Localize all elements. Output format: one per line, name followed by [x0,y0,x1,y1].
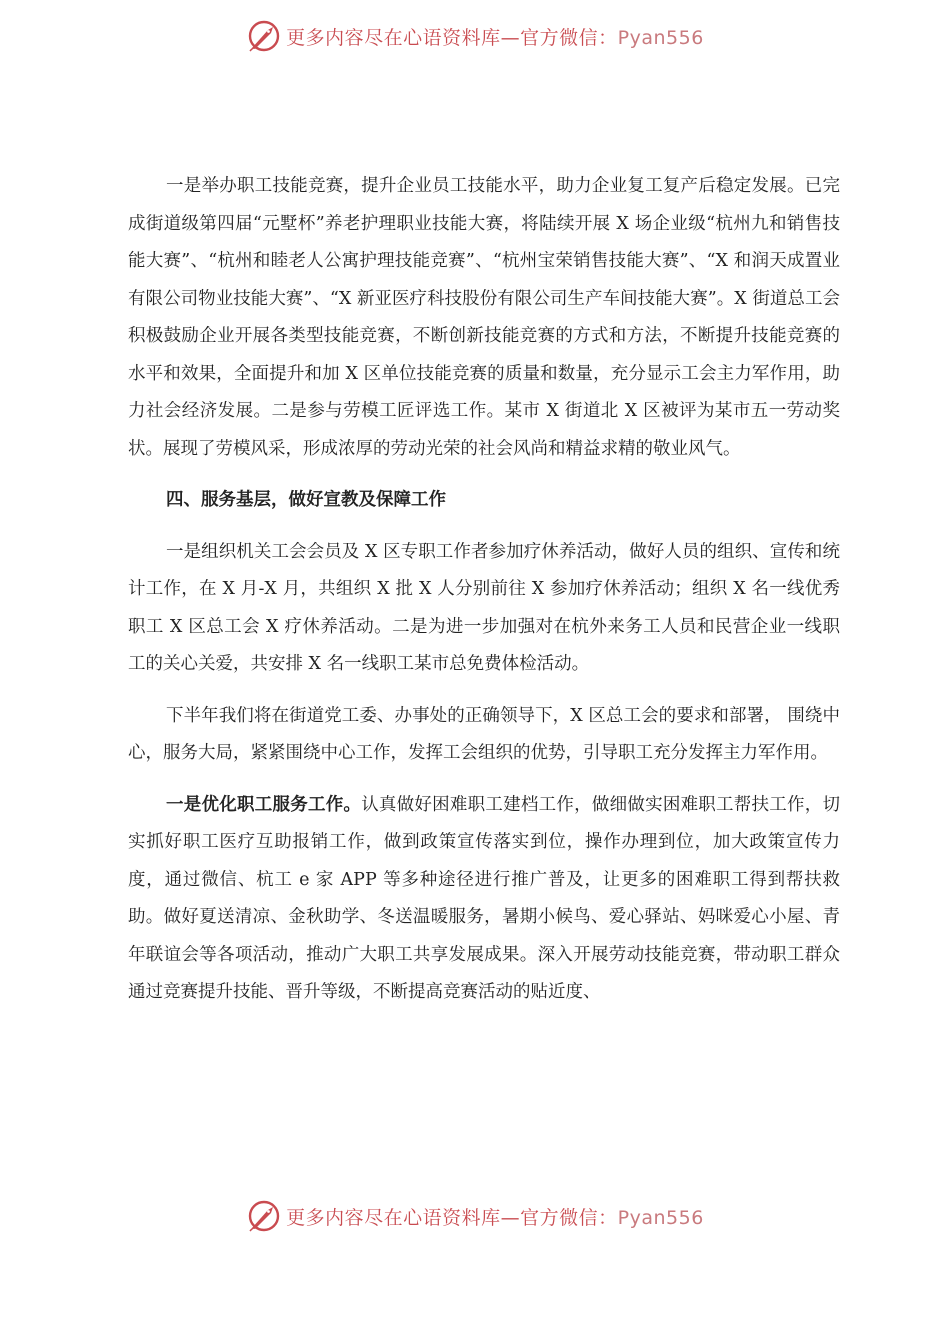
wechat-id: Pyan556 [617,26,704,49]
header-banner [0,16,950,56]
paragraph-recuperation: 一是组织机关工会会员及 X 区专职工作者参加疗休养活动，做好人员的组织、宣传和统计工作，在 X 月-X 月，共组织 X 批 X 人分别前往 X 参加疗休养活动；组织 X 名一线优秀职工 X 区总工会 X 疗休养活动。二是为进一步加强对在杭外来务工人员和民营企业一线职工的关心关爱，共安排 X 名一线职工某市总免费体检活动。 [128,541,840,674]
paragraph-skills-competition: 一是举办职工技能竞赛，提升企业员工技能水平，助力企业复工复产后稳定发展。已完成街道级第四届“元墅杯”养老护理职业技能大赛，将陆续开展 X 场企业级“杭州九和销售技能大赛”、“杭州和睦老人公寓护理技能竞赛”、“杭州宝荣销售技能大赛”、“X 和润天成置业有限公司物业技能大赛”、“X 新亚医疗科技股份有限公司生产车间技能大赛”。X 街道总工会积极鼓励企业开展各类型技能竞赛，不断创新技能竞赛的方式和方法，不断提升技能竞赛的水平和效果，全面提升和加 X 区单位技能竞赛的质量和数量，充分显示工会主力军作用，助力社会经济发展。二是参与劳模工匠评选工作。某市 X 街道北 X 区被评为某市五一劳动奖状。展现了劳模风采，形成浓厚的劳动光荣的社会风尚和精益求精的敬业风气。 [128,176,840,459]
paragraph-body-text: 认真做好困难职工建档工作，做细做实困难职工帮扶工作，切实抓好职工医疗互助报销工作，做到政策宣传落实到位，操作办理到位，加大政策宣传力度，通过微信、杭工 e 家 APP 等多种途径进行推广普及，让更多的困难职工得到帮扶救助。做好夏送清凉、金秋助学、冬送温暖服务，暑期小候鸟、爱心驿站、妈咪爱心小屋、青年联谊会等各项活动，推动广大职工共享发展成果。深入开展劳动技能竞赛，带动职工群众通过竞赛提升技能、晋升等级，不断提高竞赛活动的贴近度、 [128,794,841,1002]
paragraph-second-half-plan: 下半年我们将在街道党工委、办事处的正确领导下，X 区总工会的要求和部署， 围绕中心，服务大局，紧紧围绕中心工作，发挥工会组织的优势，引导职工充分发挥主力军作用。 [128,705,840,763]
document-body [128,168,840,1012]
banner-text: 更多内容尽在心语资料库—官方微信：Pyan556 [286,1206,704,1229]
banner-text: 更多内容尽在心语资料库—官方微信：Pyan556 [286,26,704,49]
wechat-id: Pyan556 [617,1206,704,1229]
paragraph-worker-services [128,787,840,1012]
pen-nib-logo-icon [246,1198,282,1234]
pen-nib-logo-icon [246,18,282,54]
footer-banner [0,1196,950,1236]
section-heading-4: 四、服务基层，做好宣教及保障工作 [166,490,446,510]
paragraph-lead-phrase: 一是优化职工服务工作。 [166,794,362,815]
